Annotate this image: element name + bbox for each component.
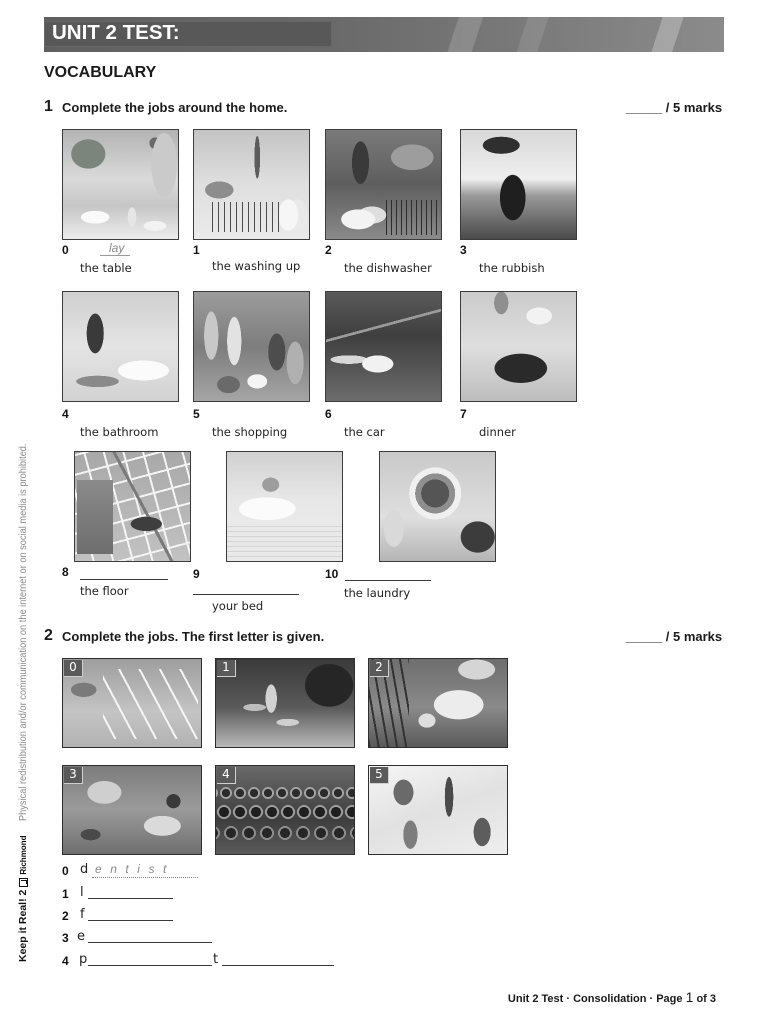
item-number: 6 [325,407,332,421]
item-number: 0 [62,243,69,257]
exercise-1-marks: _____ / 5 marks [626,100,723,115]
first-letter: d [80,862,89,877]
answer-line [345,580,431,581]
example-answer: lay [109,241,125,255]
photo-dentist-tools [62,658,202,748]
page-footer [508,989,716,1005]
second-letter: t [213,952,219,967]
test-header-bar [44,17,724,52]
item-phrase: dinner [479,425,516,439]
item-phrase: the washing up [212,259,301,273]
photo-number-badge: 2 [370,660,389,677]
answer-line [80,579,168,580]
page-total: of 3 [696,993,716,1005]
footer-label: Unit 2 Test · Consolidation · Page [507,993,683,1005]
photo-car [325,291,442,402]
item-number: 4 [62,407,69,421]
item-number: 10 [325,567,339,581]
exercise-1-number: 1 [44,98,53,115]
item-phrase: your bed [212,599,264,613]
exercise-1-instruction: Complete the jobs around the home. [62,100,288,115]
answer-line [222,965,334,966]
copyright-notice: Physical redistribution and/or communication on the internet or on social media is prohibited. [17,443,29,821]
test-title: UNIT 2 TEST: [52,21,180,44]
course-title: Keep it Real! 2 [17,889,29,962]
photo-gym-weights [215,765,355,855]
first-letter: e [77,929,85,944]
item-phrase: the bathroom [80,425,159,439]
example-answer: e n t i s t [95,862,169,876]
item-phrase: the table [80,261,132,275]
item-number: 4 [62,954,69,968]
photo-bathroom [62,291,179,402]
answer-line [100,255,130,256]
photo-pig-farm [368,658,508,748]
photo-shopping [193,291,310,402]
photo-washing-up [193,129,310,240]
publisher-name: Richmond [18,835,28,875]
page-number: 1 [685,989,694,1005]
exercise-2-instruction: Complete the jobs. The first letter is given. [62,629,325,644]
answer-line [193,594,299,595]
first-letter: f [80,907,85,922]
photo-bed [226,451,343,562]
photo-number-badge: 1 [217,660,236,677]
item-phrase: the car [344,425,385,439]
publisher-brand [16,822,30,962]
item-phrase: the dishwasher [344,261,432,275]
photo-engineer-desk [62,765,202,855]
item-phrase: the floor [80,584,129,598]
item-number: 2 [325,243,332,257]
exercise-2-marks: _____ / 5 marks [626,629,723,644]
item-phrase: the laundry [344,586,411,600]
answer-line [88,942,212,943]
item-number: 8 [62,565,69,579]
photo-rubbish [460,129,577,240]
photo-number-badge: 0 [64,660,83,677]
header-title-box [44,21,332,47]
answer-line [88,920,173,921]
photo-fashion-sketches [368,765,508,855]
item-number: 3 [460,243,467,257]
item-number: 9 [193,567,200,581]
photo-laundry [379,451,496,562]
item-number: 0 [62,864,69,878]
photo-dinner [460,291,577,402]
item-number: 3 [62,931,69,945]
photo-number-badge: 5 [370,767,389,784]
item-number: 1 [193,243,200,257]
exercise-2-number: 2 [44,627,53,644]
item-number: 7 [460,407,467,421]
item-number: 1 [62,887,69,901]
first-letter: l [80,885,84,900]
answer-line [92,877,198,878]
photo-number-badge: 3 [64,767,83,784]
photo-lay-the-table [62,129,179,240]
photo-floor [74,451,191,562]
photo-scales-of-justice [215,658,355,748]
publisher-logo-icon [19,878,28,887]
photo-dishwasher [325,129,442,240]
photo-number-badge: 4 [217,767,236,784]
item-number: 5 [193,407,200,421]
answer-line [88,965,212,966]
item-number: 2 [62,909,69,923]
item-phrase: the rubbish [479,261,545,275]
first-letter: p [79,952,88,967]
answer-line [88,898,173,899]
vocabulary-heading: VOCABULARY [44,64,157,81]
item-phrase: the shopping [212,425,288,439]
